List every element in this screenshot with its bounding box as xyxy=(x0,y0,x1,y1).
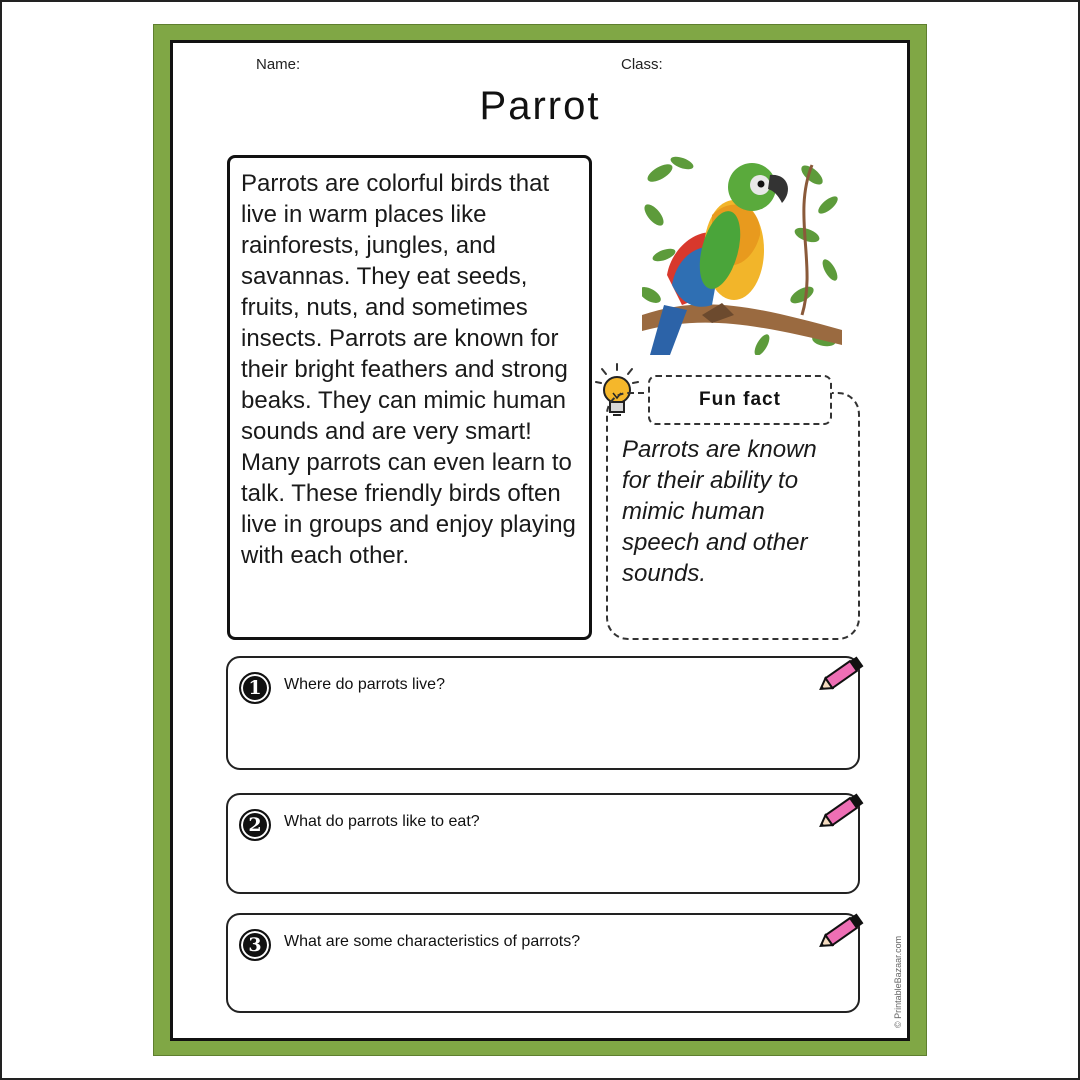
parrot-illustration xyxy=(642,155,842,355)
fun-fact-box xyxy=(606,392,860,640)
pencil-icon xyxy=(816,907,868,955)
name-label: Name: xyxy=(256,56,301,73)
question-text: What are some characteristics of parrots? xyxy=(284,933,581,950)
question-3-answer-box[interactable] xyxy=(226,913,860,1013)
page-title: Parrot xyxy=(479,84,601,128)
fun-fact-text: Parrots are known for their ability to mimic human speech and other sounds. xyxy=(622,436,817,587)
pencil-icon xyxy=(816,787,868,835)
pencil-icon xyxy=(816,650,868,698)
passage-box xyxy=(227,155,592,640)
question-number: 2 xyxy=(239,809,271,841)
question-1-answer-box[interactable] xyxy=(226,656,860,770)
question-number: 3 xyxy=(239,929,271,961)
question-text: What do parrots like to eat? xyxy=(284,813,480,830)
question-2-answer-box[interactable] xyxy=(226,793,860,894)
question-text: Where do parrots live? xyxy=(284,676,445,693)
fun-fact-heading: Fun fact xyxy=(648,375,832,425)
question-number: 1 xyxy=(239,672,271,704)
class-label: Class: xyxy=(621,56,663,73)
copyright-watermark: © PrintableBazaar.com xyxy=(893,935,903,1028)
passage-text: Parrots are colorful birds that live in warm places like rainforests, jungles, and savannas. They eat seeds, fruits, nuts, and sometimes insects. Parrots are known for their bright feathers and strong beaks. They can mimic human sounds and are very smart! Many parrots can even learn to talk. These friendly birds often live in groups and enjoy playing with each other. xyxy=(241,170,576,569)
